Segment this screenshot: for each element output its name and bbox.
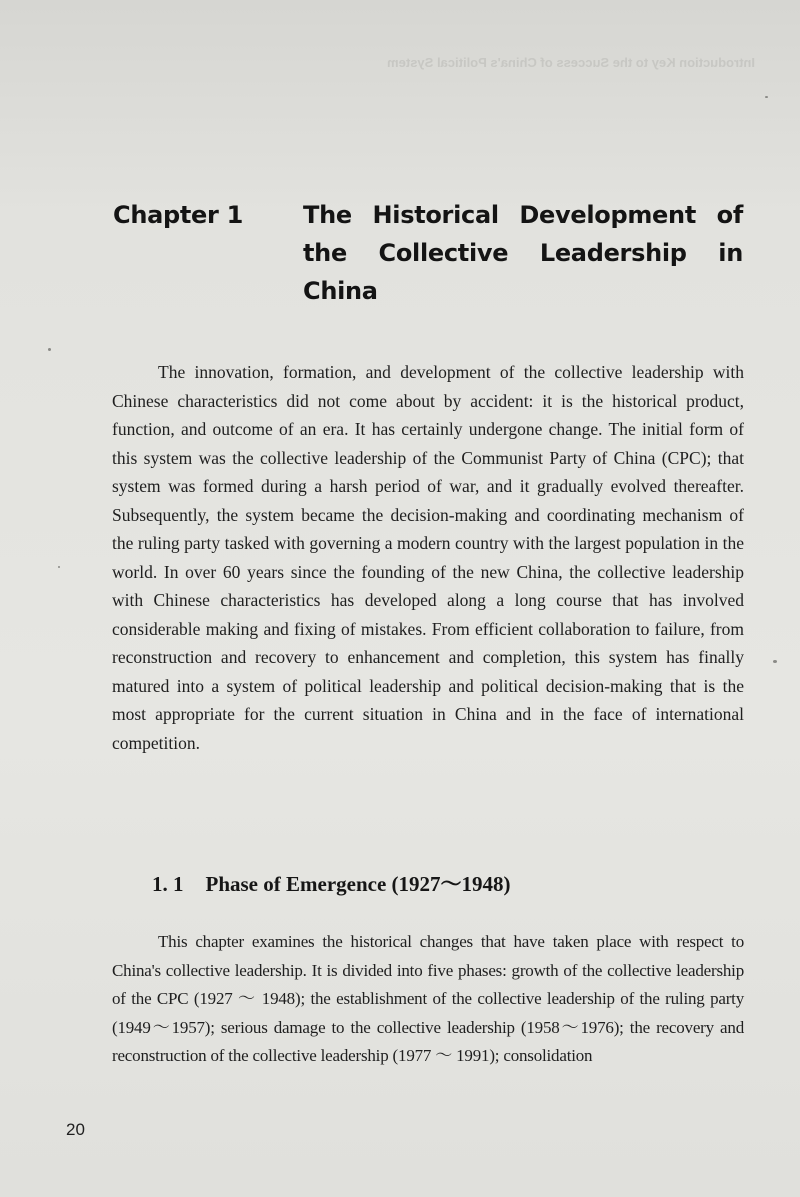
paper-speck <box>765 96 768 98</box>
body-paragraph-2: This chapter examines the historical changes that have taken place with respect to China's collective leadership. It is divided into five phases: growth of the collective leadership of the CPC (1927 ～ 1948); the establishment of the collective leadership of the ruling party (1949～1957); serious damage to the collective leadership (1958～1976); the recovery and reconstruction of the collective leadership (1977 ～ 1991); consolidation <box>112 932 744 1065</box>
page-number: 20 <box>66 1120 85 1139</box>
paper-speck <box>773 660 777 663</box>
section-heading <box>152 868 511 898</box>
chapter-number: Chapter 1 <box>113 201 244 229</box>
section-title: Phase of Emergence (1927～1948) <box>205 872 511 896</box>
chapter-title: The Historical Development of the Collective Leadership in China <box>303 201 743 305</box>
paper-speck <box>58 566 60 568</box>
body-paragraph-1: The innovation, formation, and development of the collective leadership with Chinese characteristics did not come about by accident: it is the historical product, function, and outcome of an era. It has certainly undergone change. The initial form of this system was the collective leadership of the Communist Party of China (CPC); that system was formed during a harsh period of war, and it gradually evolved thereafter. Subsequently, the system became the decision-making and coordinating mechanism of the ruling party tasked with governing a modern country with the largest population in the world. In over 60 years since the founding of the new China, the collective leadership with Chinese characteristics has developed along a long course that has involved considerable making and fixing of mistakes. From efficient collaboration to failure, from reconstruction and recovery to enhancement and completion, this system has finally matured into a system of political leadership and political decision-making that is the most appropriate for the current situation in China and in the face of international competition. <box>112 362 744 753</box>
paper-speck <box>48 348 51 351</box>
section-number: 1. 1 <box>152 872 184 896</box>
running-header: Introduction Key to the Success of China's Political System <box>387 55 755 70</box>
